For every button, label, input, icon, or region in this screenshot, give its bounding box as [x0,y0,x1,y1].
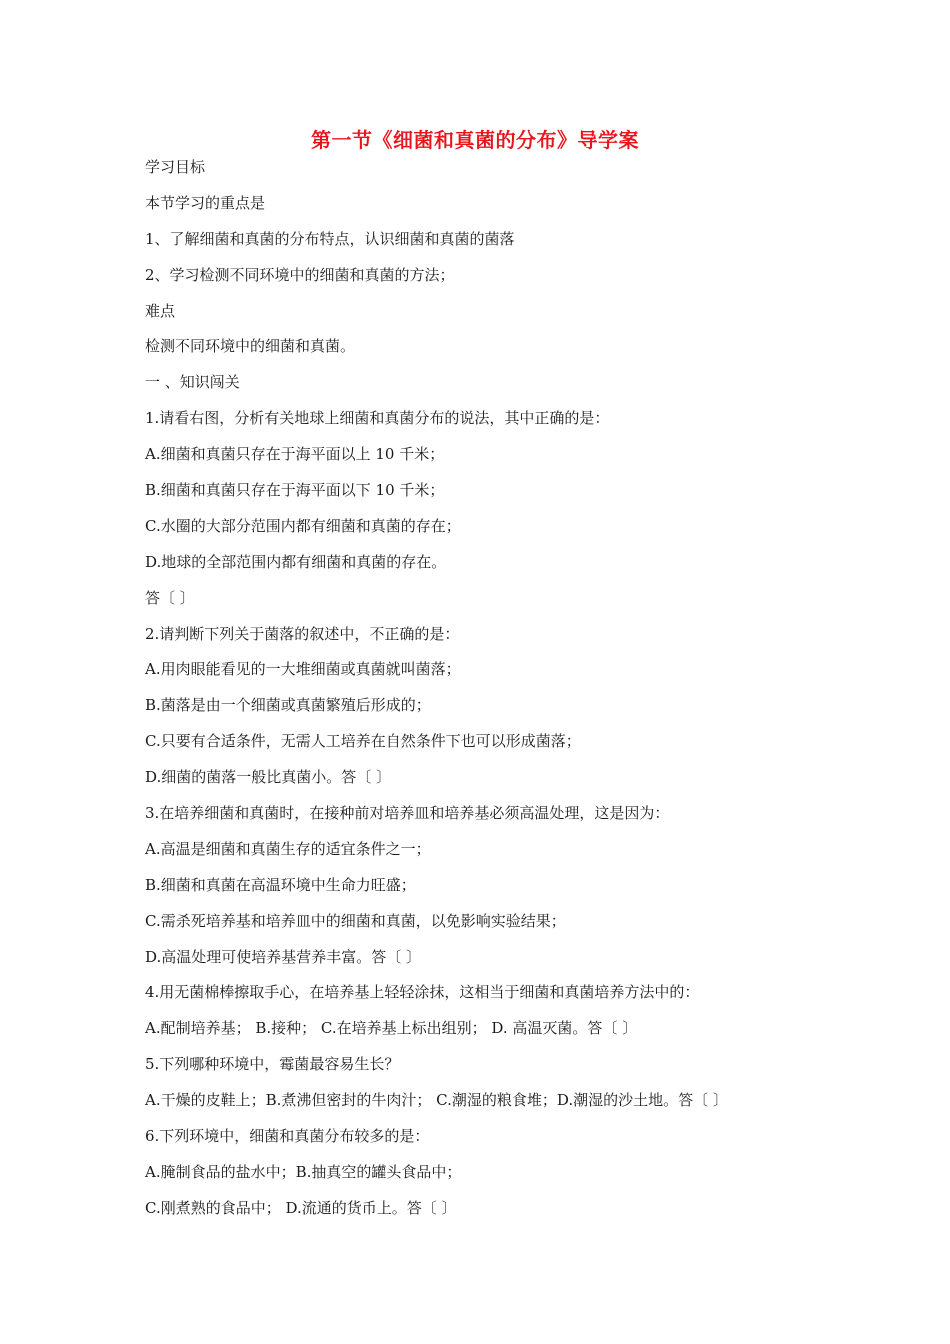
section-heading-difficulty: 难点 [145,301,176,320]
option-line: A.腌制食品的盐水中；B.抽真空的罐头食品中； [145,1162,462,1181]
option-line: B.细菌和真菌在高温环境中生命力旺盛； [145,875,416,894]
question-5: 5.下列哪种环境中，霉菌最容易生长？ [145,1055,400,1074]
question-2: 2.请判断下列关于菌落的叙述中，不正确的是： [145,624,460,643]
option-line: B.细菌和真菌只存在于海平面以下 10 千米； [145,481,445,500]
option-line: D.细菌的菌落一般比真菌小。答〔 〕 [145,768,392,787]
text-line: 检测不同环境中的细菌和真菌。 [145,337,356,356]
option-line: A.细菌和真菌只存在于海平面以上 10 千米； [145,445,445,464]
option-line: D.高温处理可使培养基营养丰富。答〔 〕 [145,947,422,966]
option-line: B.菌落是由一个细菌或真菌繁殖后形成的； [145,696,431,715]
question-4: 4.用无菌棉棒擦取手心，在培养基上轻轻涂抹，这相当于细菌和真菌培养方法中的： [145,983,700,1002]
answer-blank: 答〔 〕 [145,588,195,607]
option-line: A.高温是细菌和真菌生存的适宜条件之一； [145,839,431,858]
question-1: 1.请看右图，分析有关地球上细菌和真菌分布的说法，其中正确的是： [145,409,610,428]
option-line: C.水圈的大部分范围内都有细菌和真菌的存在； [145,516,461,535]
section-heading-objectives: 学习目标 [145,158,206,176]
option-line: C.刚煮熟的食品中； D.流通的货币上。答〔 〕 [145,1198,457,1217]
option-line: D.地球的全部范围内都有细菌和真菌的存在。 [145,552,447,571]
option-line: A.用肉眼能看见的一大堆细菌或真菌就叫菌落； [145,660,461,679]
text-line: 1、了解细菌和真菌的分布特点，认识细菌和真菌的菌落 [145,229,515,248]
text-line: 本节学习的重点是 [145,193,266,212]
option-line: A.配制培养基； B.接种； C.在培养基上标出组别； D. 高温灭菌。答〔 〕 [145,1019,638,1038]
option-line: C.需杀死培养基和培养皿中的细菌和真菌，以免影响实验结果； [145,911,566,930]
option-line: C.只要有合适条件，无需人工培养在自然条件下也可以形成菌落； [145,732,581,751]
section-heading-quiz: 一 、知识闯关 [145,373,240,392]
document-title: 第一节《细菌和真菌的分布》导学案 [311,128,639,152]
document-body [145,150,845,1227]
text-line: 2、学习检测不同环境中的细菌和真菌的方法； [145,265,455,284]
option-line: A.干燥的皮鞋上；B.煮沸但密封的牛肉汁； C.潮湿的粮食堆；D.潮湿的沙土地。答〔 〕 [145,1091,728,1110]
question-3: 3.在培养细菌和真菌时，在接种前对培养皿和培养基必须高温处理，这是因为： [145,804,670,823]
question-6: 6.下列环境中，细菌和真菌分布较多的是： [145,1127,430,1146]
